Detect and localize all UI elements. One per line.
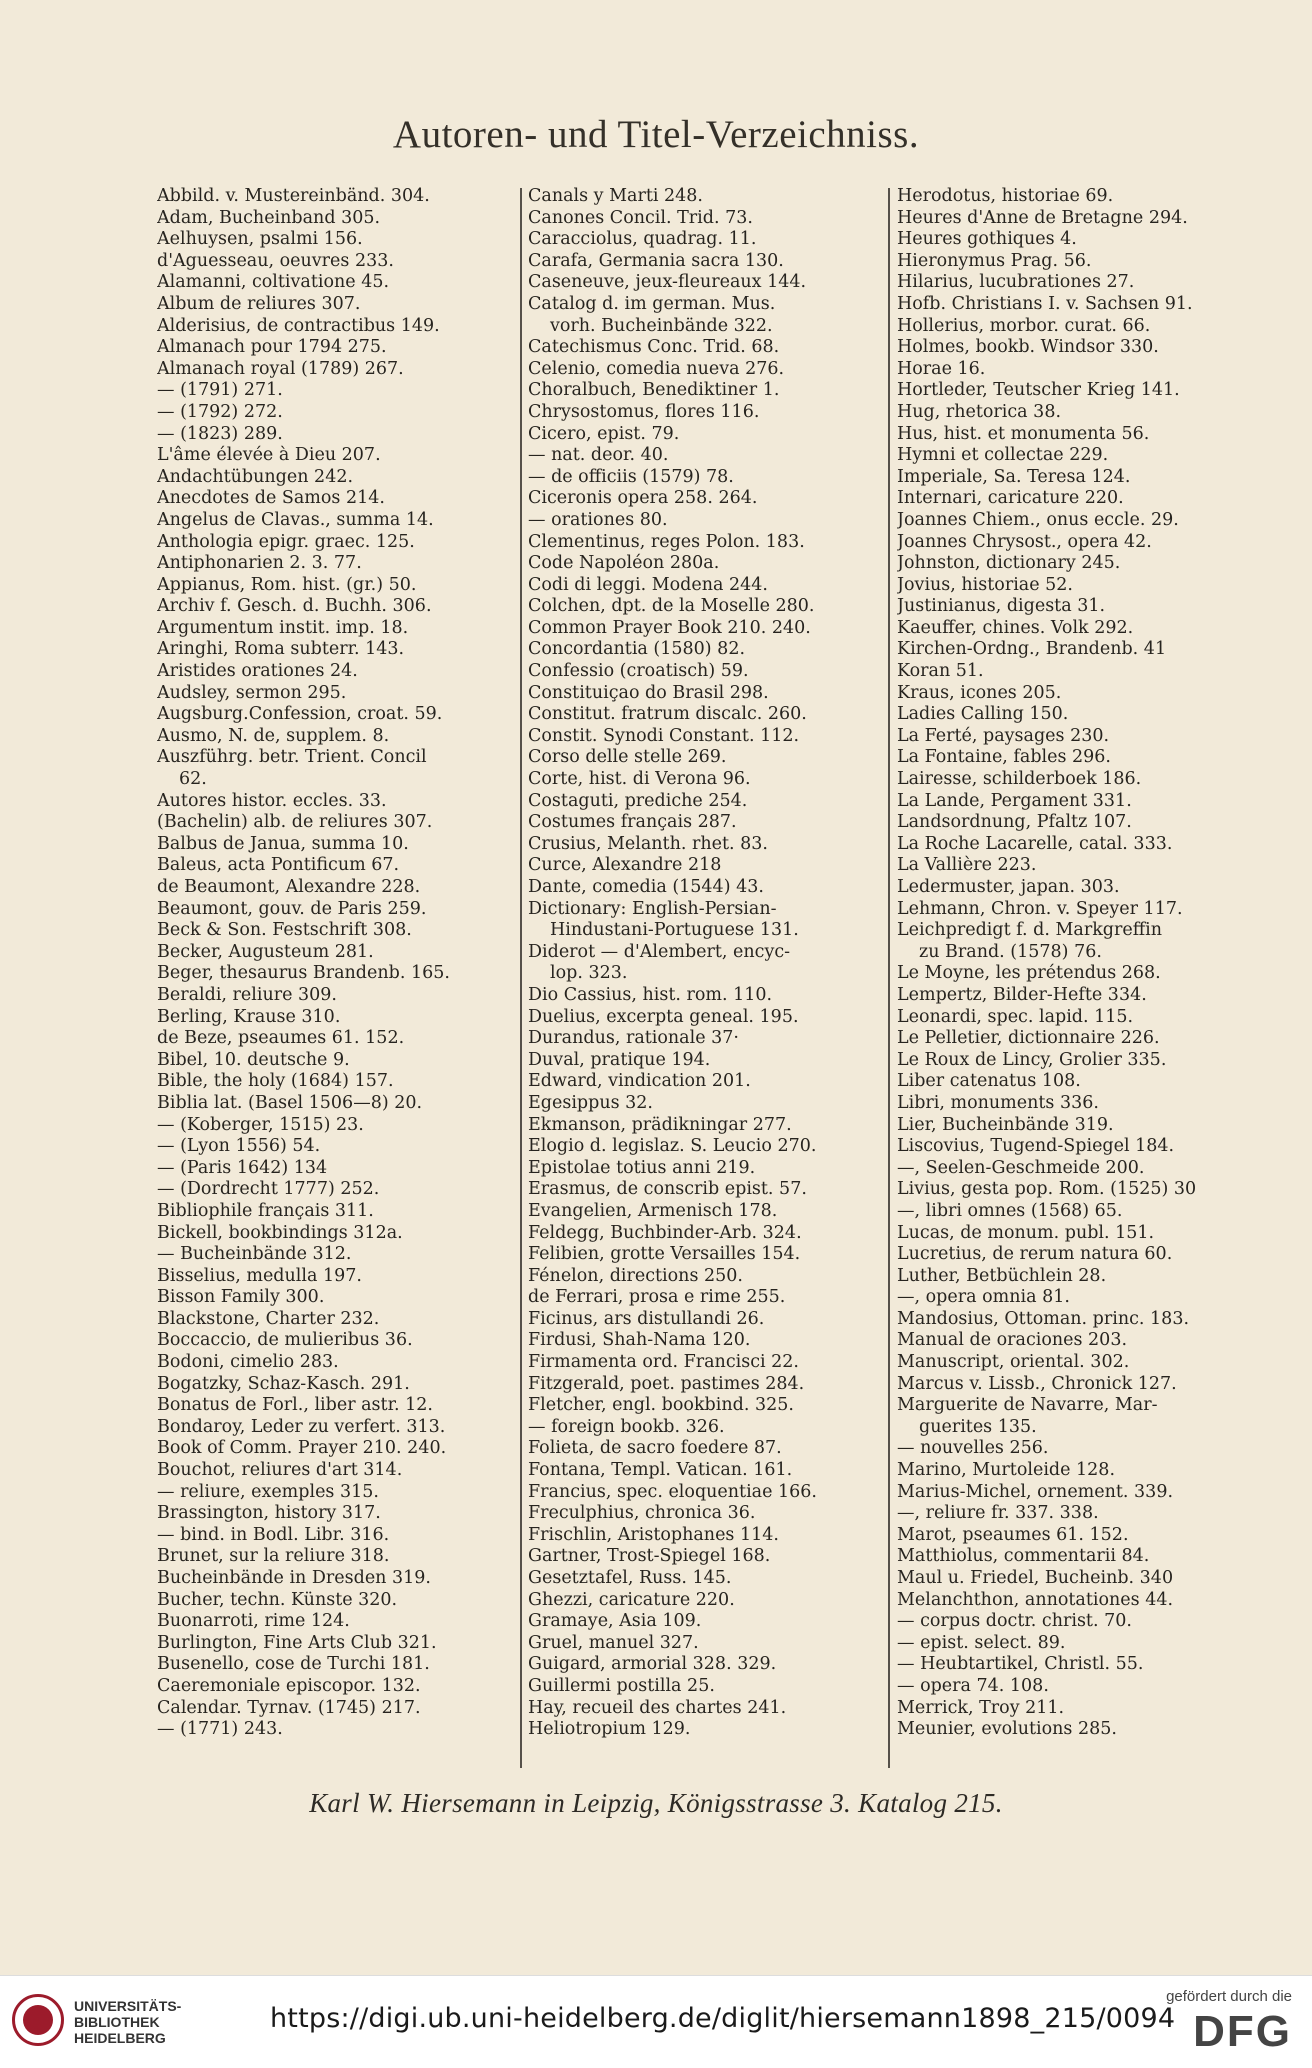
index-entry: Fletcher, engl. bookbind. 325. [528, 1395, 794, 1416]
index-entry: Constituiçao do Brasil 298. [528, 682, 769, 703]
index-entry: Gesetztafel, Russ. 145. [528, 1568, 732, 1588]
index-entry: Auszführg. betr. Trient. Concil [157, 747, 427, 768]
index-entry: Maul u. Friedel, Bucheinb. 340 [897, 1568, 1174, 1588]
index-entry: Firdusi, Shah-Nama 120. [528, 1330, 751, 1351]
index-entry: Beraldi, reliure 309. [157, 984, 337, 1005]
index-entry: Lairesse, schilderboek 186. [897, 769, 1142, 790]
index-entry: Leichpredigt f. d. Markgreffin [897, 920, 1163, 941]
index-entry: Freculphius, chronica 36. [528, 1503, 756, 1524]
index-entry: Constitut. fratrum discalc. 260. [528, 704, 807, 725]
index-entry: Balbus de Janua, summa 10. [157, 833, 409, 854]
index-entry: Guillermi postilla 25. [528, 1675, 715, 1696]
index-entry: Edward, vindication 201. [528, 1071, 751, 1092]
viewer-bottom-bar [0, 1975, 1312, 2068]
index-entry: Elogio d. legislaz. S. Leucio 270. [528, 1136, 817, 1157]
index-entry: Hortleder, Teutscher Krieg 141. [897, 380, 1180, 401]
index-entry: Biblia lat. (Basel 1506—8) 20. [157, 1092, 423, 1113]
index-entry: Adam, Bucheinband 305. [157, 207, 381, 228]
index-entry: Lucretius, de rerum natura 60. [897, 1244, 1173, 1265]
index-entry: Antiphonarien 2. 3. 77. [157, 553, 362, 574]
index-entry: La Lande, Pergament 331. [897, 790, 1132, 811]
index-entry: Caracciolus, quadrag. 11. [528, 229, 757, 250]
index-entry: Hilarius, lucubrationes 27. [897, 272, 1135, 293]
index-entry: Hollerius, morbor. curat. 66. [897, 315, 1151, 336]
index-entry: Duelius, excerpta geneal. 195. [528, 1006, 799, 1027]
index-entry: Johnston, dictionary 245. [897, 553, 1121, 574]
index-entry: Marot, pseaumes 61. 152. [897, 1524, 1129, 1545]
permalink-url[interactable]: https://digi.ub.uni-heidelberg.de/diglit/hiersemann1898_215/0094 [270, 2003, 1176, 2034]
index-entry: Clementinus, reges Polon. 183. [528, 531, 805, 552]
index-entry: Gartner, Trost-Spiegel 168. [528, 1546, 771, 1567]
index-entry: — nat. deor. 40. [528, 445, 669, 466]
index-entry: Book of Comm. Prayer 210. 240. [157, 1438, 447, 1459]
index-entry: Baleus, acta Pontificum 67. [157, 855, 400, 876]
index-entry: Hieronymus Prag. 56. [897, 250, 1092, 271]
index-entry: Almanach royal (1789) 267. [157, 358, 404, 379]
index-entry: Ladies Calling 150. [897, 704, 1069, 725]
index-entry: Beaumont, gouv. de Paris 259. [157, 898, 427, 919]
index-entry: Constit. Synodi Constant. 112. [528, 725, 800, 746]
index-entry: Audsley, sermon 295. [157, 682, 347, 703]
index-entry: Bisson Family 300. [157, 1287, 325, 1308]
institution-name [74, 1998, 181, 2046]
index-entry: Hofb. Christians I. v. Sachsen 91. [897, 293, 1193, 314]
index-entry: Calendar. Tyrnav. (1745) 217. [157, 1697, 421, 1718]
index-entry: — (Paris 1642) 134 [157, 1157, 328, 1178]
index-entry: Le Pelletier, dictionnaire 226. [897, 1028, 1160, 1049]
index-entry: Chrysostomus, flores 116. [528, 401, 760, 422]
index-entry: Meunier, evolutions 285. [897, 1719, 1117, 1740]
index-entry: Brassington, history 317. [157, 1503, 381, 1524]
index-entry: — epist. select. 89. [897, 1632, 1066, 1653]
index-entry: Busenello, cose de Turchi 181. [157, 1654, 430, 1675]
index-entry: Alamanni, coltivatione 45. [157, 272, 390, 293]
index-entry: zu Brand. (1578) 76. [919, 941, 1102, 962]
index-entry: Lehmann, Chron. v. Speyer 117. [897, 898, 1183, 919]
index-entry: —, reliure fr. 337. 338. [897, 1503, 1099, 1524]
index-entry: La Fontaine, fables 296. [897, 747, 1111, 768]
index-entry: Codi di leggi. Modena 244. [528, 574, 768, 595]
index-entry: Duval, pratique 194. [528, 1049, 711, 1070]
index-entry: Corte, hist. di Verona 96. [528, 769, 751, 790]
index-entry: Celenio, comedia nueva 276. [528, 358, 785, 379]
index-entry: Bibel, 10. deutsche 9. [157, 1049, 350, 1070]
index-entry: Hymni et collectae 229. [897, 445, 1109, 466]
index-entry: Angelus de Clavas., summa 14. [157, 509, 434, 530]
index-entry: Gramaye, Asia 109. [528, 1611, 702, 1632]
index-entry: Hug, rhetorica 38. [897, 401, 1062, 422]
index-entry: Erasmus, de conscrib epist. 57. [528, 1179, 807, 1200]
index-entry: Almanach pour 1794 275. [157, 337, 387, 358]
index-entry: Dio Cassius, hist. rom. 110. [528, 984, 773, 1005]
index-entry: Bible, the holy (1684) 157. [157, 1071, 394, 1092]
index-column-2 [528, 186, 886, 1741]
index-entry: Becker, Augusteum 281. [157, 941, 374, 962]
index-entry: Bibliophile français 311. [157, 1200, 374, 1221]
index-entry: Luther, Betbüchlein 28. [897, 1265, 1107, 1286]
index-entry: Kraus, icones 205. [897, 682, 1062, 703]
index-entry: guerites 135. [919, 1416, 1037, 1437]
index-entry: Aristides orationes 24. [157, 661, 358, 682]
index-entry: Alderisius, de contractibus 149. [157, 315, 440, 336]
index-entry: Landsordnung, Pfaltz 107. [897, 812, 1132, 833]
index-entry: vorh. Bucheinbände 322. [550, 315, 773, 336]
index-entry: Anthologia epigr. graec. 125. [157, 531, 415, 552]
index-entry: (Bachelin) alb. de reliures 307. [157, 812, 433, 833]
index-entry: Hindustani-Portuguese 131. [550, 920, 799, 941]
index-entry: — (1823) 289. [157, 423, 283, 444]
index-entry: Internari, caricature 220. [897, 488, 1124, 509]
index-entry: 62. [179, 769, 207, 790]
index-entry: Bondaroy, Leder zu verfert. 313. [157, 1416, 446, 1437]
index-entry: Fénelon, directions 250. [528, 1265, 743, 1286]
index-entry: lop. 323. [550, 963, 628, 984]
index-entry: Ledermuster, japan. 303. [897, 877, 1120, 897]
index-entry: Herodotus, historiae 69. [897, 186, 1114, 206]
index-entry: Diderot — d'Alembert, encyc- [528, 941, 791, 962]
index-entry: Egesippus 32. [528, 1092, 653, 1113]
index-entry: Marino, Murtoleide 128. [897, 1460, 1116, 1481]
index-entry: Buonarroti, rime 124. [157, 1611, 350, 1632]
index-entry: Marguerite de Navarre, Mar- [897, 1395, 1158, 1416]
index-entry: Mandosius, Ottoman. princ. 183. [897, 1308, 1190, 1329]
index-entry: Le Moyne, les prétendus 268. [897, 963, 1161, 984]
index-entry: — orationes 80. [528, 509, 668, 530]
index-entry: — corpus doctr. christ. 70. [897, 1611, 1132, 1632]
index-entry: Confessio (croatisch) 59. [528, 661, 749, 682]
index-entry: de Beze, pseaumes 61. 152. [157, 1028, 405, 1049]
index-entry: Bouchot, reliures d'art 314. [157, 1460, 403, 1481]
index-entry: Gruel, manuel 327. [528, 1632, 699, 1653]
index-entry: Marcus v. Lissb., Chronick 127. [897, 1373, 1177, 1394]
index-entry: — (Dordrecht 1777) 252. [157, 1179, 380, 1200]
index-entry: Burlington, Fine Arts Club 321. [157, 1632, 437, 1653]
institution-line: HEIDELBERG [74, 2030, 166, 2046]
index-entry: Anecdotes de Samos 214. [157, 488, 385, 509]
index-entry: Jovius, historiae 52. [897, 574, 1073, 595]
index-entry: —, Seelen-Geschmeide 200. [897, 1157, 1145, 1178]
index-entry: Heures gothiques 4. [897, 229, 1077, 250]
institution-line: BIBLIOTHEK [74, 2014, 160, 2030]
index-entry: Choralbuch, Benediktiner 1. [528, 380, 780, 401]
index-entry: — (1792) 272. [157, 401, 283, 422]
index-entry: Horae 16. [897, 358, 986, 379]
index-entry: Caseneuve, jeux-fleureaux 144. [528, 272, 807, 293]
index-entry: Hus, hist. et monumenta 56. [897, 423, 1150, 444]
index-entry: Epistolae totius anni 219. [528, 1157, 756, 1178]
index-entry: Beger, thesaurus Brandenb. 165. [157, 963, 450, 984]
index-entry: Firmamenta ord. Francisci 22. [528, 1352, 799, 1373]
index-entry: Lier, Bucheinbände 319. [897, 1114, 1114, 1135]
index-entry: Merrick, Troy 211. [897, 1697, 1065, 1718]
index-entry: Justinianus, digesta 31. [897, 596, 1106, 617]
index-entry: Heures d'Anne de Bretagne 294. [897, 207, 1188, 228]
index-entry: Cicero, epist. 79. [528, 423, 680, 444]
index-entry: L'âme élevée à Dieu 207. [157, 445, 381, 466]
index-entry: Dictionary: English-Persian- [528, 898, 777, 919]
index-entry: Ficinus, ars distullandi 26. [528, 1308, 765, 1329]
index-entry: Holmes, bookb. Windsor 330. [897, 337, 1159, 358]
index-entry: — Heubtartikel, Christl. 55. [897, 1654, 1144, 1675]
index-entry: — Bucheinbände 312. [157, 1244, 352, 1265]
index-entry: Costaguti, prediche 254. [528, 790, 748, 811]
index-entry: — (Koberger, 1515) 23. [157, 1114, 364, 1135]
index-entry: Boccaccio, de mulieribus 36. [157, 1330, 413, 1351]
column-divider [888, 188, 890, 1768]
index-entry: — (1771) 243. [157, 1719, 283, 1740]
funder-caption: gefördert durch die [1166, 1988, 1292, 2005]
index-entry: — (1791) 271. [157, 380, 283, 401]
index-entry: Ciceronis opera 258. 264. [528, 488, 758, 509]
page-title: Autoren- und Titel-Verzeichniss. [392, 113, 920, 156]
page-footer: Karl W. Hiersemann in Leipzig, Königsstrasse 3. Katalog 215. [309, 1788, 1003, 1818]
index-entry: Blackstone, Charter 232. [157, 1308, 380, 1329]
index-entry: Caeremoniale episcopor. 132. [157, 1675, 421, 1696]
index-entry: — reliure, exemples 315. [157, 1481, 379, 1502]
index-entry: Argumentum instit. imp. 18. [157, 617, 409, 638]
index-entry: Hay, recueil des chartes 241. [528, 1697, 787, 1718]
index-entry: Lempertz, Bilder-Hefte 334. [897, 984, 1147, 1005]
index-entry: — (Lyon 1556) 54. [157, 1136, 321, 1157]
index-column-3 [897, 186, 1255, 1741]
index-entry: Catalog d. im german. Mus. [528, 293, 776, 314]
index-entry: Heliotropium 129. [528, 1719, 691, 1740]
index-entry: Autores histor. eccles. 33. [157, 790, 387, 811]
index-entry: — de officiis (1579) 78. [528, 466, 734, 487]
index-entry: Andachtübungen 242. [157, 466, 354, 487]
index-entry: de Ferrari, prosa e rime 255. [528, 1287, 786, 1308]
index-entry: Melanchthon, annotationes 44. [897, 1589, 1174, 1610]
index-entry: Kirchen-Ordng., Brandenb. 41 [897, 639, 1167, 660]
index-entry: Francius, spec. eloquentiae 166. [528, 1481, 817, 1502]
index-entry: Lucas, de monum. publ. 151. [897, 1222, 1155, 1243]
index-entry: Ekmanson, prädikningar 277. [528, 1114, 792, 1135]
index-entry: — opera 74. 108. [897, 1675, 1049, 1696]
index-entry: Frischlin, Aristophanes 114. [528, 1524, 779, 1545]
index-entry: Berling, Krause 310. [157, 1006, 341, 1027]
index-entry: Costumes français 287. [528, 812, 737, 833]
index-entry: Canals y Marti 248. [528, 186, 703, 206]
index-entry: Ausmo, N. de, supplem. 8. [157, 725, 390, 746]
index-entry: Livius, gesta pop. Rom. (1525) 30 [897, 1179, 1197, 1200]
index-entry: Colchen, dpt. de la Moselle 280. [528, 596, 815, 617]
index-entry: Concordantia (1580) 82. [528, 639, 746, 660]
index-entry: La Roche Lacarelle, catal. 333. [897, 833, 1173, 854]
index-entry: Matthiolus, commentarii 84. [897, 1546, 1150, 1567]
index-entry: Imperiale, Sa. Teresa 124. [897, 466, 1131, 487]
index-entry: Koran 51. [897, 661, 984, 682]
index-entry: Guigard, armorial 328. 329. [528, 1654, 777, 1675]
index-entry: Le Roux de Lincy, Grolier 335. [897, 1049, 1167, 1070]
index-entry: Curce, Alexandre 218 [528, 855, 722, 876]
index-entry: Evangelien, Armenisch 178. [528, 1200, 778, 1221]
index-entry: —, opera omnia 81. [897, 1287, 1070, 1308]
index-entry: Feldegg, Buchbinder-Arb. 324. [528, 1222, 802, 1243]
index-entry: Bisselius, medulla 197. [157, 1265, 362, 1286]
institution-line: UNIVERSITÄTS- [74, 1998, 182, 2014]
index-entry: Archiv f. Gesch. d. Buchh. 306. [157, 596, 432, 617]
index-entry: Dante, comedia (1544) 43. [528, 877, 764, 897]
index-entry: Code Napoléon 280a. [528, 553, 720, 574]
index-entry: Album de reliures 307. [157, 293, 361, 314]
index-entry: Beck & Son. Festschrift 308. [157, 920, 412, 941]
index-entry: Canones Concil. Trid. 73. [528, 207, 753, 228]
index-entry: Abbild. v. Mustereinbänd. 304. [157, 186, 430, 206]
index-column-1 [157, 186, 512, 1741]
index-entry: Manual de oraciones 203. [897, 1330, 1128, 1351]
index-entry: Leonardi, spec. lapid. 115. [897, 1006, 1134, 1027]
index-entry: Bucheinbände in Dresden 319. [157, 1568, 431, 1588]
index-entry: Felibien, grotte Versailles 154. [528, 1244, 801, 1265]
index-entry: Common Prayer Book 210. 240. [528, 617, 811, 638]
index-entry: Carafa, Germania sacra 130. [528, 250, 784, 271]
column-divider [520, 188, 522, 1768]
university-seal-icon [12, 1994, 64, 2046]
index-entry: Bogatzky, Schaz-Kasch. 291. [157, 1373, 410, 1394]
index-entry: Ghezzi, caricature 220. [528, 1589, 735, 1610]
university-library-logo[interactable] [12, 1986, 262, 2058]
dfg-logo[interactable]: DFG [1193, 2007, 1292, 2056]
index-entry: Appianus, Rom. hist. (gr.) 50. [157, 574, 417, 595]
index-entry: — bind. in Bodl. Libr. 316. [157, 1524, 390, 1545]
index-entry: — nouvelles 256. [897, 1438, 1049, 1459]
index-entry: Liscovius, Tugend-Spiegel 184. [897, 1136, 1175, 1157]
index-entry: Liber catenatus 108. [897, 1071, 1081, 1092]
index-entry: Durandus, rationale 37· [528, 1028, 739, 1049]
index-entry: Catechismus Conc. Trid. 68. [528, 337, 780, 358]
index-entry: Bonatus de Forl., liber astr. 12. [157, 1395, 433, 1416]
index-entry: Aelhuysen, psalmi 156. [157, 229, 363, 250]
index-entry: Joannes Chiem., onus eccle. 29. [897, 509, 1179, 530]
index-entry: de Beaumont, Alexandre 228. [157, 877, 421, 897]
index-entry: Folieta, de sacro foedere 87. [528, 1438, 782, 1459]
index-entry: Bickell, bookbindings 312a. [157, 1222, 403, 1243]
index-entry: Augsburg.Confession, croat. 59. [157, 704, 443, 725]
index-entry: Manuscript, oriental. 302. [897, 1352, 1130, 1373]
index-entry: Marius-Michel, ornement. 339. [897, 1481, 1174, 1502]
index-entry: Crusius, Melanth. rhet. 83. [528, 833, 768, 854]
index-entry: La Ferté, paysages 230. [897, 725, 1110, 746]
index-entry: —, libri omnes (1568) 65. [897, 1200, 1123, 1221]
index-entry: Libri, monuments 336. [897, 1092, 1099, 1113]
index-entry: Joannes Chrysost., opera 42. [897, 531, 1152, 552]
index-entry: Fontana, Templ. Vatican. 161. [528, 1460, 793, 1481]
index-entry: Fitzgerald, poet. pastimes 284. [528, 1373, 805, 1394]
index-entry: La Vallière 223. [897, 855, 1037, 876]
index-entry: Bucher, techn. Künste 320. [157, 1589, 398, 1610]
index-entry: Brunet, sur la reliure 318. [157, 1546, 390, 1567]
index-entry: Bodoni, cimelio 283. [157, 1352, 339, 1373]
index-entry: d'Aguesseau, oeuvres 233. [157, 250, 394, 271]
index-entry: Aringhi, Roma subterr. 143. [157, 639, 405, 660]
index-entry: Kaeuffer, chines. Volk 292. [897, 617, 1134, 638]
index-entry: — foreign bookb. 326. [528, 1416, 725, 1437]
index-entry: Corso delle stelle 269. [528, 747, 727, 768]
